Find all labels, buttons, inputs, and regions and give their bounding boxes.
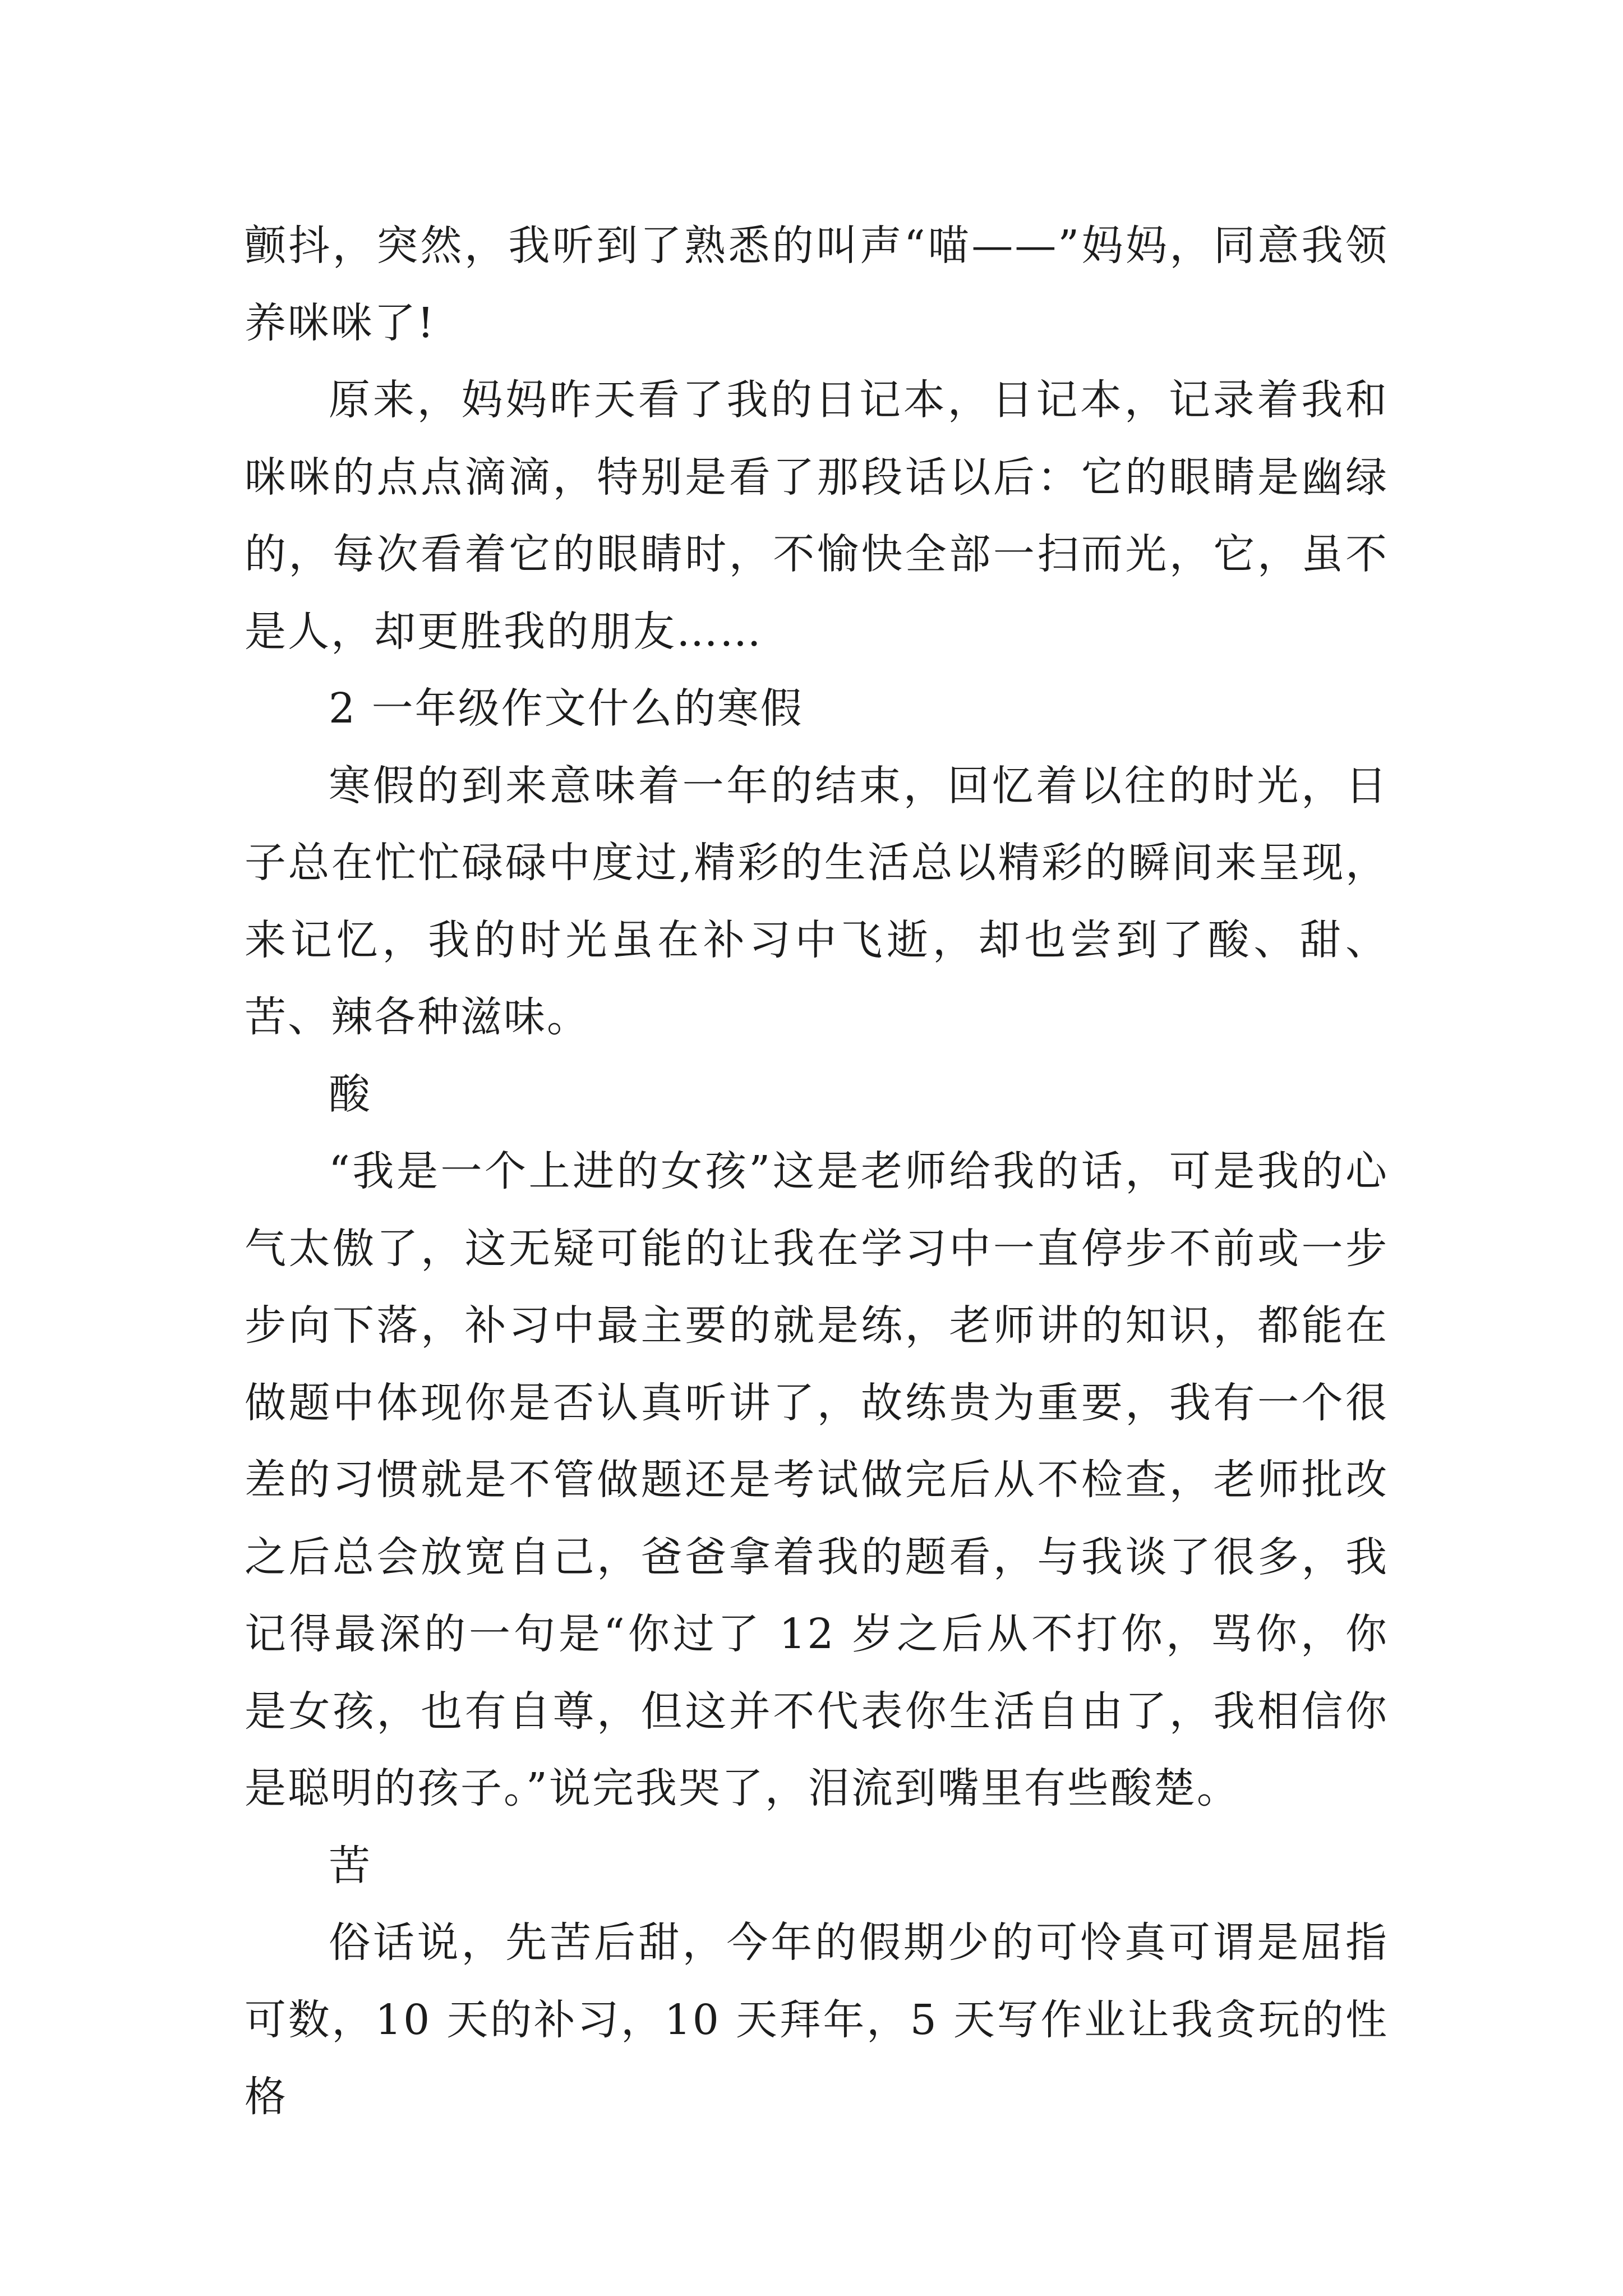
paragraph-bitter-story: 俗话说，先苦后甜，今年的假期少的可怜真可谓是屈指可数，10 天的补习，10 天拜年，5 天写作业让我贪玩的性格 (245, 1918, 1389, 2121)
paragraph-sour-story: “我是一个上进的女孩”这是老师给我的话，可是我的心气太傲了，这无疑可能的让我在学习中一直停步不前或一步步向下落，补习中最主要的就是练，老师讲的知识，都能在做题中体现你是否认真听讲了，故练贵为重要，我有一个很差的习惯就是不管做题还是考试做完后从不检查，老师批改之后总会放宽自己，爸爸拿着我的题看，与我谈了很多，我记得最深的一句是“你过了 12 岁之后从不打你，骂你，你是女孩，也有自尊，但这并不代表你生活自由了，我相信你是聪明的孩子。”说完我哭了，泪流到嘴里有些酸楚。 (245, 1147, 1389, 1812)
document-body (245, 208, 1389, 2136)
subheading-bitter: 苦 (329, 1841, 372, 1890)
subheading-sour: 酸 (329, 1070, 372, 1119)
paragraph-vacation-intro: 寒假的到来意味着一年的结束，回忆着以往的时光，日子总在忙忙碌碌中度过,精彩的生活总以精彩的瞬间来呈现，来记忆，我的时光虽在补习中飞逝，却也尝到了酸、甜、苦、辣各种滋味。 (245, 761, 1389, 1041)
section-title-winter-vacation: 2 一年级作文什么的寒假 (329, 684, 804, 733)
paragraph-diary-explanation: 原来，妈妈昨天看了我的日记本，日记本，记录着我和咪咪的点点滴滴，特别是看了那段话以后：它的眼睛是幽绿的，每次看着它的眼睛时，不愉快全部一扫而光，它，虽不是人，却更胜我的朋友…… (245, 376, 1389, 656)
paragraph-cat-ending: 颤抖，突然，我听到了熟悉的叫声“喵——”妈妈，同意我领养咪咪了! (245, 222, 1389, 347)
